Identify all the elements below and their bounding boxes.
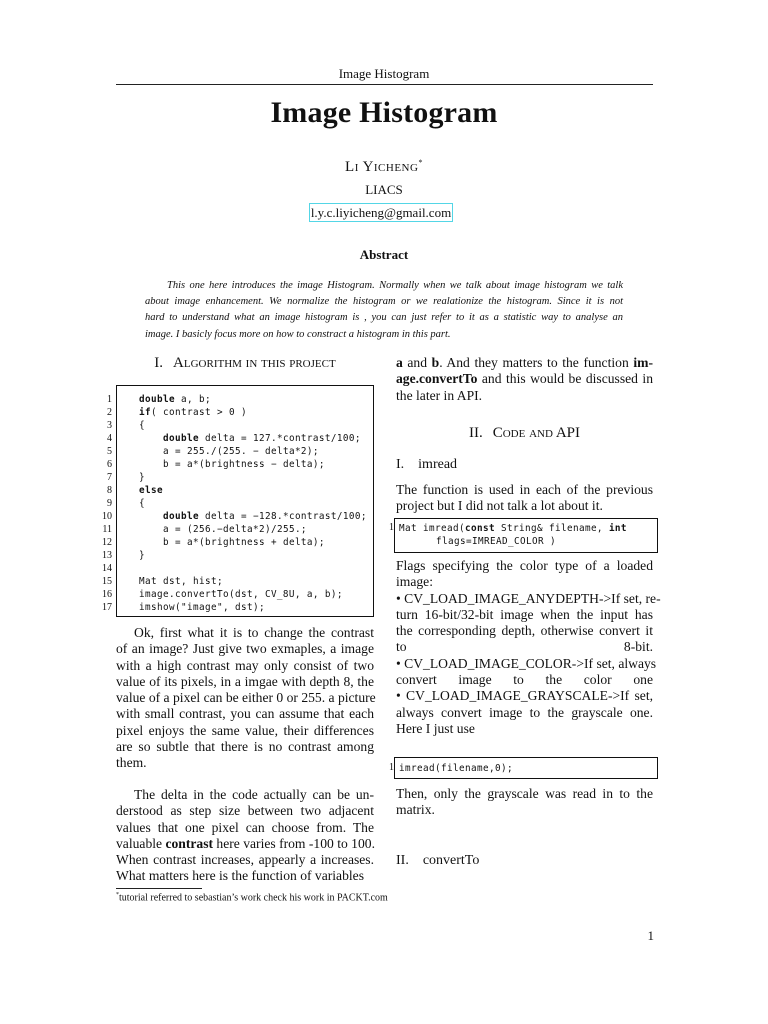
text-line xyxy=(116,690,374,706)
code-keyword: double xyxy=(139,394,175,405)
text-run: project but I did not talk a lot about it. xyxy=(396,498,603,514)
code-line-number: 7 xyxy=(107,472,112,483)
affiliation: LIACS xyxy=(365,182,403,197)
text-run: When contrast increases, appearly a increases. xyxy=(116,852,374,868)
text-line xyxy=(396,558,653,574)
text-run: • CV_LOAD_IMAGE_COLOR->If set, always xyxy=(396,655,657,671)
bold-term: a xyxy=(396,355,403,370)
code-text: delta = 127.*contrast/100; xyxy=(198,433,361,444)
running-head: Image Histogram xyxy=(338,66,430,81)
code-line xyxy=(139,419,145,432)
subsection-heading-convertto xyxy=(396,853,653,869)
code-line-number: 2 xyxy=(107,407,112,418)
text-run: and this would be discussed in xyxy=(477,371,653,387)
code-line xyxy=(139,484,163,497)
code-listing-imread-call xyxy=(394,757,658,779)
code-line xyxy=(163,445,319,458)
text-run: value of a pixel can be either 0 or 255. a picture xyxy=(116,690,376,706)
text-run: The delta in the code actually can be un- xyxy=(134,787,374,802)
text-line xyxy=(116,803,374,819)
paper-title: Image Histogram xyxy=(270,96,498,129)
text-run: always convert image to the grayscale one. xyxy=(396,704,653,720)
code-text: image.convertTo(dst, CV_8U, a, b); xyxy=(139,589,343,600)
abstract-line: image. I basicly focus more on how to constract a histogram in this part. xyxy=(145,328,451,340)
bold-term: b xyxy=(431,355,440,370)
code-text: Mat dst, hist; xyxy=(139,576,223,587)
paragraph-variables-continued xyxy=(396,355,653,404)
footnote-rule xyxy=(116,888,202,889)
code-line-number: 9 xyxy=(107,498,112,509)
abstract-line: This one here introduces the image Histogram. Normally when we talk about image histogram we talk xyxy=(167,280,623,291)
code-text: a = (256.−delta*2)/255.; xyxy=(163,524,307,535)
code-line-number: 10 xyxy=(102,511,112,522)
text-run: What matters here is the function of variables xyxy=(116,868,364,884)
text-run: here varies from -100 to 100. xyxy=(213,835,375,851)
code-line xyxy=(163,523,307,536)
abstract-line: hard to understand what an image histogram is , you can just refer to it as a statistic way to analyse an xyxy=(145,312,623,324)
paragraph-contrast-explanation xyxy=(116,625,374,772)
text-line xyxy=(396,786,653,802)
code-line xyxy=(139,393,211,406)
text-line xyxy=(396,672,653,688)
text-line xyxy=(116,755,374,771)
text-run: matrix. xyxy=(396,802,435,818)
code-keyword: double xyxy=(163,511,199,522)
code-keyword: double xyxy=(163,433,199,444)
text-line xyxy=(116,852,374,868)
footnote xyxy=(116,892,516,903)
code-line: flags=IMREAD_COLOR ) xyxy=(436,536,556,547)
text-run: value of its pixels, in a imgae with depth 8, the xyxy=(116,673,374,689)
text-line xyxy=(396,721,653,737)
paragraph-imread-intro xyxy=(396,482,653,515)
page-number: 1 xyxy=(647,928,654,943)
code-line xyxy=(139,406,247,419)
code-keyword: if xyxy=(139,407,151,418)
text-line xyxy=(116,868,374,884)
text-line xyxy=(116,641,374,657)
text-line xyxy=(396,705,653,721)
text-line xyxy=(116,739,374,755)
code-line xyxy=(139,601,265,614)
text-run: Flags specifying the color type of a loaded xyxy=(396,558,653,573)
code-text: a, b; xyxy=(174,394,211,405)
code-line-number: 17 xyxy=(102,602,112,613)
code-line-number: 12 xyxy=(102,537,112,548)
code-line-number: 11 xyxy=(102,524,112,535)
text-run: valuable xyxy=(116,835,166,851)
code-text: String& filename, xyxy=(494,523,609,534)
code-text: delta = −128.*contrast/100; xyxy=(198,511,367,522)
text-line xyxy=(396,688,653,704)
code-line xyxy=(163,432,361,445)
text-line xyxy=(396,355,653,371)
code-text: Mat imread( xyxy=(399,523,465,534)
text-line xyxy=(396,639,653,655)
code-line-numbers xyxy=(98,393,116,615)
code-text: } xyxy=(139,550,145,561)
code-text: } xyxy=(139,472,145,483)
subsection-title: imread xyxy=(418,457,458,472)
subsection-number: I. xyxy=(396,457,405,472)
subsection-heading-imread xyxy=(396,457,653,473)
code-lines xyxy=(139,393,373,616)
code-line-number: 14 xyxy=(102,563,112,574)
header-rule xyxy=(116,84,653,85)
text-run: . And they matters to the function xyxy=(439,355,634,370)
bold-term: age.convertTo xyxy=(396,371,478,387)
text-line xyxy=(116,723,374,739)
text-run: with a high contrast may only consist of two xyxy=(116,657,374,673)
text-run: with small contrast, you can assume that each xyxy=(116,706,374,722)
text-line xyxy=(396,607,653,623)
code-line-number: 5 xyxy=(107,446,112,457)
text-run: image: xyxy=(396,574,433,590)
section-title: Algorithm in this project xyxy=(173,355,336,371)
text-line xyxy=(116,836,374,852)
code-line-number: 4 xyxy=(107,433,112,444)
code-text: b = a*(brightness + delta); xyxy=(163,537,325,548)
code-line xyxy=(163,510,367,523)
text-line xyxy=(116,706,374,722)
bold-term: im- xyxy=(633,355,653,370)
section-title: Code and API xyxy=(492,425,581,441)
text-run: values that one pixel can choose from. The xyxy=(116,819,374,835)
text-line xyxy=(116,625,374,641)
text-line xyxy=(116,820,374,836)
text-run: to 8-bit. xyxy=(396,639,653,655)
text-line xyxy=(396,388,653,404)
code-text: { xyxy=(139,498,145,509)
text-run: Ok, first what it is to change the contrast xyxy=(134,625,374,640)
text-line xyxy=(396,574,653,590)
footnote-text: tutorial referred to sebastian’s work check his work in PACKT.com xyxy=(119,892,388,904)
code-line xyxy=(399,522,627,535)
author-footnote-mark: * xyxy=(418,158,423,167)
text-run: the later in API. xyxy=(396,387,483,403)
code-text: a = 255./(255. − delta*2); xyxy=(163,446,319,457)
code-line xyxy=(163,458,325,471)
text-run: the corresponding depth, otherwise convert it xyxy=(396,623,653,639)
code-line xyxy=(139,588,343,601)
code-line xyxy=(139,471,145,484)
code-listing-contrast xyxy=(116,385,374,617)
text-run: • CV_LOAD_IMAGE_GRAYSCALE->If set, xyxy=(396,688,653,704)
code-line xyxy=(139,497,145,510)
section-heading-algorithm xyxy=(116,355,374,372)
code-text: b = a*(brightness − delta); xyxy=(163,459,325,470)
text-line xyxy=(396,590,661,607)
code-line-number: 1 xyxy=(107,394,112,405)
code-line xyxy=(139,575,223,588)
footnote-mark: * xyxy=(116,892,119,898)
text-run: The function is used in each of the previous xyxy=(396,482,653,497)
text-run: are so subtle that there is no contrast among xyxy=(116,739,374,755)
text-line xyxy=(396,371,653,387)
text-line xyxy=(116,658,374,674)
paragraph-delta-explanation xyxy=(116,787,374,885)
text-line xyxy=(396,655,657,672)
text-run: convert image to the color one xyxy=(396,672,653,688)
text-run: them. xyxy=(116,755,147,771)
bold-term: contrast xyxy=(165,835,214,851)
code-line xyxy=(163,536,325,549)
code-line-number: 1 xyxy=(389,762,394,773)
text-line xyxy=(396,623,653,639)
paragraph-imread-flags xyxy=(396,558,661,737)
code-line-number: 8 xyxy=(107,485,112,496)
text-line xyxy=(116,787,374,803)
text-line xyxy=(396,482,653,498)
code-keyword: const xyxy=(464,523,495,534)
paragraph-grayscale-result xyxy=(396,786,653,819)
section-heading-code-api xyxy=(396,425,653,442)
subsection-number: II. xyxy=(396,853,409,868)
code-text: ( contrast > 0 ) xyxy=(151,407,247,418)
text-line xyxy=(116,674,374,690)
text-run: and xyxy=(402,355,432,370)
text-run: • CV_LOAD_IMAGE_ANYDEPTH->If set, re- xyxy=(396,590,661,606)
code-text: { xyxy=(139,420,145,431)
text-run: derstood as step size between two adjacent xyxy=(116,803,374,819)
text-run: of an image? Just give two exmaples, a image xyxy=(116,641,374,657)
abstract-line: about image enhancement. We normalize the histogram or we realationize the histogram. Since it is not xyxy=(145,296,623,308)
author xyxy=(0,158,768,176)
code-line-number: 3 xyxy=(107,420,112,431)
text-run: Then, only the grayscale was read in to the xyxy=(396,786,653,801)
section-number: I. xyxy=(154,355,164,371)
code-line: imread(filename,0); xyxy=(399,763,513,774)
code-line-number: 16 xyxy=(102,589,112,600)
text-run: Here I just use xyxy=(396,720,475,736)
code-line xyxy=(139,549,145,562)
text-run: pixel enjoys the same value, their differences xyxy=(116,722,374,738)
code-listing-imread-signature xyxy=(394,518,658,553)
code-line-number: 6 xyxy=(107,459,112,470)
subsection-title: convertTo xyxy=(422,853,480,868)
email-link[interactable]: l.y.c.liyicheng@gmail.com xyxy=(310,205,452,220)
section-number: II. xyxy=(468,425,483,441)
code-line-number: 1 xyxy=(389,522,394,533)
code-line-number: 15 xyxy=(102,576,112,587)
code-keyword: else xyxy=(139,485,163,496)
text-run: turn 16-bit/32-bit image when the input has xyxy=(396,606,653,622)
text-line xyxy=(396,802,653,818)
code-keyword: int xyxy=(608,523,627,534)
abstract-text xyxy=(145,278,623,343)
code-line-number: 13 xyxy=(102,550,112,561)
abstract-title: Abstract xyxy=(359,247,409,262)
author-name: Li Yicheng xyxy=(345,159,419,175)
text-line xyxy=(396,498,653,514)
code-text: imshow("image", dst); xyxy=(139,602,265,613)
